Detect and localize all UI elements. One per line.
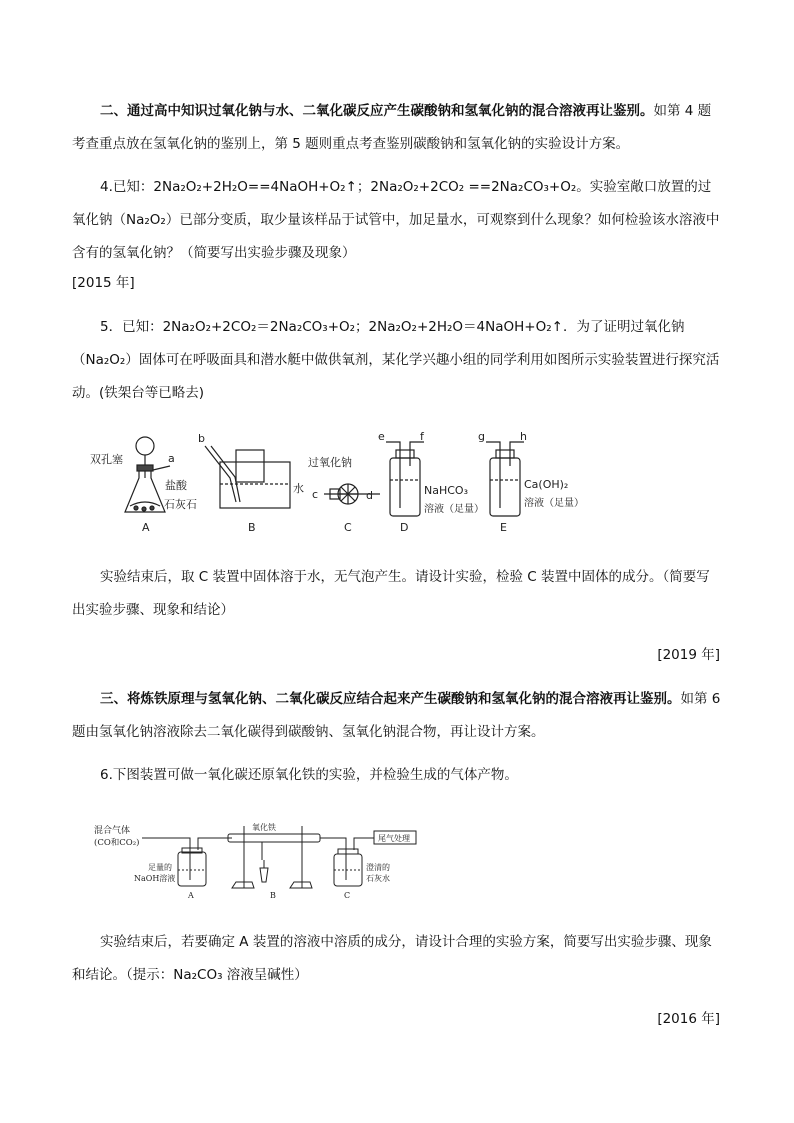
label-E-solution: 溶液（足量） — [524, 498, 584, 509]
label-caoh2: Ca(OH)₂ — [524, 478, 569, 491]
label-b: b — [198, 432, 205, 445]
q5-text: 5．已知：2Na₂O₂+2CO₂＝2Na₂CO₃+O₂；2Na₂O₂+2H₂O＝4NaOH+O₂↑．为了证明过氧化钠（Na₂O₂）固体可在呼吸面具和潜水艇中做供氧剂，某化学兴趣小组的同学利用如图所示实验装置进行探究活动。(铁架台等已略去) — [72, 319, 720, 401]
section2-rest: 如第 4 题考查重点放在氢氧化钠的鉴别上，第 5 题则重点考查鉴别碳酸钠和氢氧化钠的实验设计方案。 — [72, 103, 712, 152]
section2-heading: 二、通过高中知识过氧化钠与水、二氧化碳反应产生碳酸钠和氢氧化钠的混合溶液再让鉴别。 — [100, 103, 654, 119]
apparatus-D — [378, 432, 484, 534]
label-D-solution: 溶液（足量） — [424, 504, 484, 515]
label-naoh-2: NaOH溶液 — [134, 874, 176, 883]
section3-heading: 三、将炼铁原理与氢氧化钠、二氧化碳反应结合起来产生碳酸钠和氢氧化钠的混合溶液再让鉴别。 — [100, 691, 681, 707]
q6-text: 6.下图装置可做一氧化碳还原氧化铁的实验，并检验生成的气体产物。 — [100, 767, 518, 783]
label-C: C — [344, 521, 352, 534]
apparatus-C — [308, 455, 380, 534]
label-tail-gas: 尾气处理 — [378, 834, 410, 843]
label-g: g — [478, 432, 485, 443]
label-mixed-gas: 混合气体 — [94, 826, 131, 836]
tube-B — [228, 822, 320, 900]
apparatus-E — [478, 432, 584, 534]
label-E: E — [500, 521, 507, 534]
label-h: h — [520, 432, 527, 443]
label-water: 水 — [293, 482, 304, 495]
label-fig6-B: B — [270, 891, 276, 900]
label-iron-oxide: 氧化铁 — [252, 823, 276, 832]
label-naoh-1: 足量的 — [148, 863, 172, 872]
label-na2o2: 过氧化钠 — [308, 456, 352, 469]
section3-rest: 如第 6 题由氢氧化钠溶液除去二氧化碳得到碳酸钠、氢氧化钠混合物，再让设计方案。 — [72, 691, 721, 740]
label-D: D — [400, 521, 409, 534]
label-B: B — [248, 521, 256, 534]
label-a: a — [168, 452, 175, 465]
label-fig6-C: C — [344, 891, 351, 900]
q6-year: [2016 年] — [657, 1011, 720, 1027]
label-f: f — [420, 432, 424, 443]
label-fig6-A: A — [188, 891, 194, 900]
label-A-stopper: 双孔塞 — [90, 453, 123, 466]
label-hcl: 盐酸 — [165, 479, 187, 492]
label-d: d — [366, 489, 373, 502]
q5-year: [2019 年] — [657, 647, 720, 663]
label-A: A — [142, 521, 150, 534]
q6-question: 实验结束后，若要确定 A 装置的溶液中溶质的成分，请设计合理的实验方案，简要写出实验步骤、现象和结论。（提示：Na₂CO₃ 溶液呈碱性） — [72, 934, 712, 983]
section2-paragraph — [72, 95, 722, 161]
apparatus-B — [198, 432, 304, 534]
bottle-C — [320, 831, 416, 900]
label-lime-2: 石灰水 — [366, 874, 390, 883]
section3-paragraph — [72, 683, 722, 749]
q4-year: [2015 年] — [72, 275, 135, 291]
label-co-co2: (CO和CO₂) — [94, 838, 140, 848]
label-nahco3: NaHCO₃ — [424, 484, 468, 497]
q5-apparatus-figure — [90, 432, 610, 540]
q6-apparatus-figure — [94, 818, 424, 904]
apparatus-A — [90, 437, 197, 534]
q5-question: 实验结束后，取 C 装置中固体溶于水，无气泡产生。请设计实验，检验 C 装置中固体的成分。（简要写出实验步骤、现象和结论） — [72, 569, 710, 618]
label-limestone: 石灰石 — [164, 498, 197, 511]
label-e: e — [378, 432, 385, 443]
label-c: c — [312, 488, 319, 501]
label-lime-1: 澄清的 — [366, 863, 390, 872]
bottle-A — [134, 838, 232, 900]
q4-text: 4.已知：2Na₂O₂+2H₂O==4NaOH+O₂↑；2Na₂O₂+2CO₂ ==2Na₂CO₃+O₂。实验室敞口放置的过氧化钠（Na₂O₂）已部分变质，取少量该样品于试管中，加足量水，可观察到什么现象？如何检验该水溶液中含有的氢氧化钠？（简要写出实验步骤及现象） — [72, 179, 720, 261]
